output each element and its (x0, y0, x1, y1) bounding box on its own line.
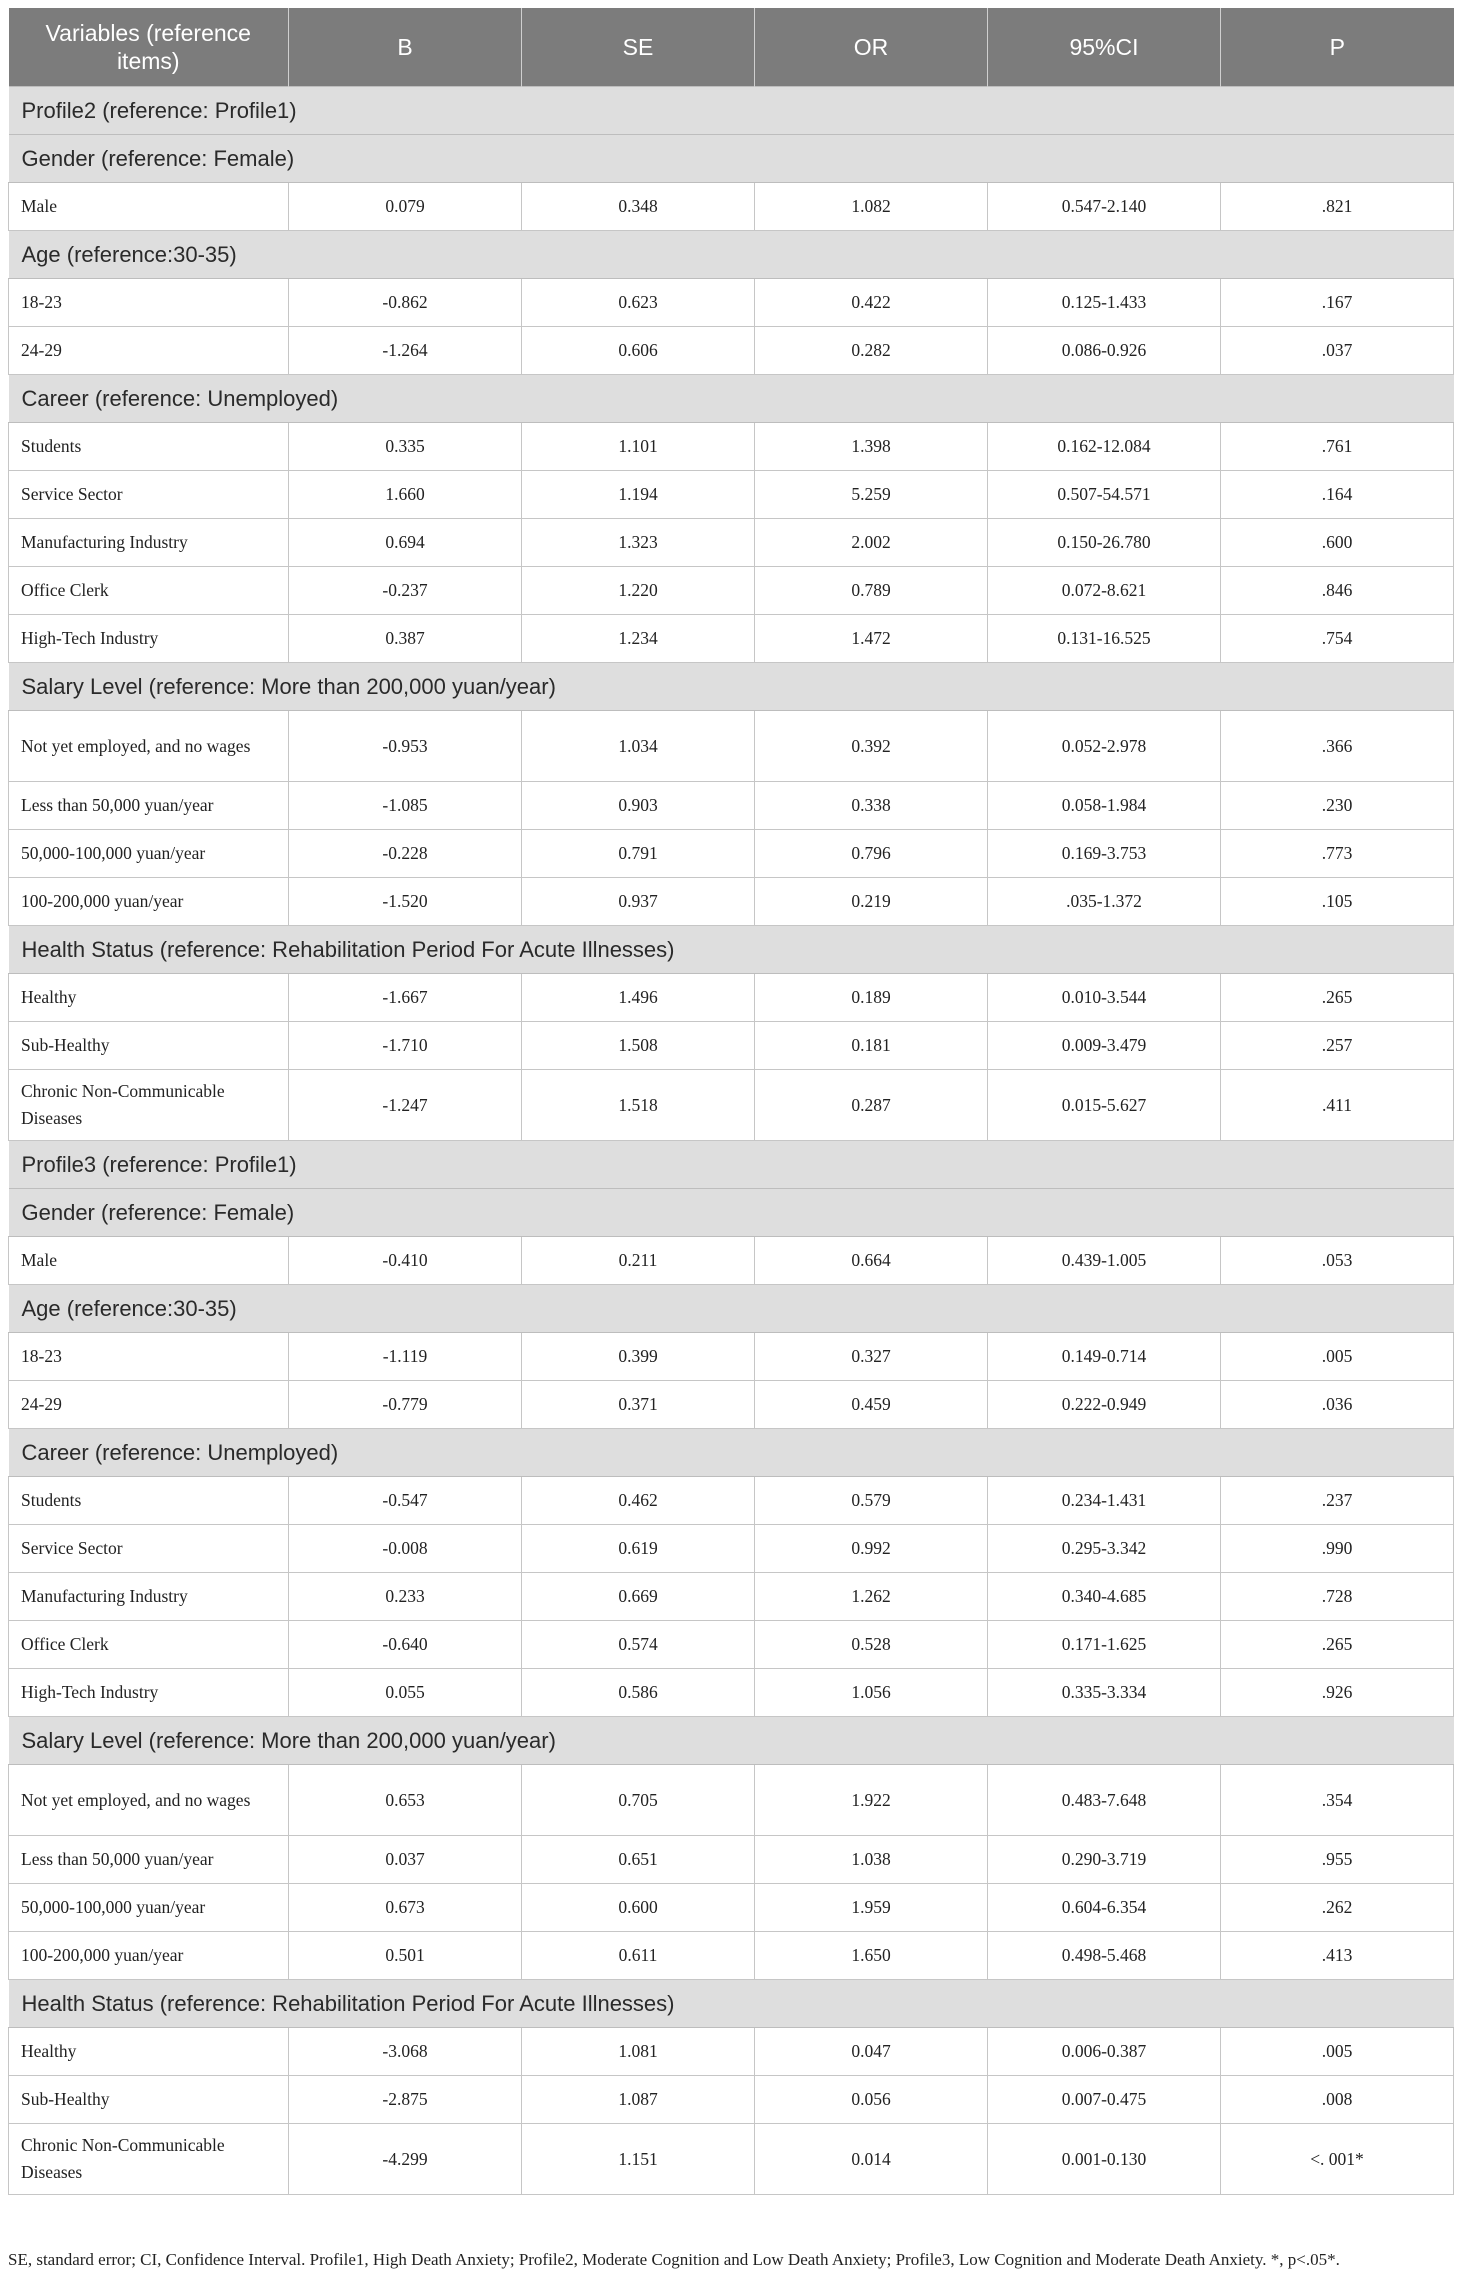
row-label: 100-200,000 yuan/year (9, 1932, 289, 1980)
table-row (9, 2076, 1454, 2124)
table-row (9, 878, 1454, 926)
cell-p: .005 (1221, 2028, 1454, 2076)
cell-b: 0.501 (289, 1932, 522, 1980)
row-label: Male (9, 1237, 289, 1285)
table-row (9, 2124, 1454, 2195)
cell-p: .754 (1221, 615, 1454, 663)
cell-p: .600 (1221, 519, 1454, 567)
cell-se: 0.462 (522, 1477, 755, 1525)
cell-se: 0.371 (522, 1381, 755, 1429)
cell-ci: 0.009-3.479 (988, 1022, 1221, 1070)
cell-or: 0.282 (755, 327, 988, 375)
cell-se: 1.151 (522, 2124, 755, 2195)
cell-ci: 0.169-3.753 (988, 830, 1221, 878)
cell-b: -1.710 (289, 1022, 522, 1070)
cell-p: .257 (1221, 1022, 1454, 1070)
cell-b: -0.008 (289, 1525, 522, 1573)
section-label: Career (reference: Unemployed) (9, 375, 1454, 423)
cell-ci: 0.234-1.431 (988, 1477, 1221, 1525)
cell-b: 0.233 (289, 1573, 522, 1621)
cell-p: <. 001* (1221, 2124, 1454, 2195)
cell-se: 0.606 (522, 327, 755, 375)
table-body (9, 87, 1454, 2195)
cell-b: -1.085 (289, 782, 522, 830)
header-ci: 95%CI (988, 8, 1221, 87)
cell-se: 0.937 (522, 878, 755, 926)
cell-b: -4.299 (289, 2124, 522, 2195)
cell-or: 0.789 (755, 567, 988, 615)
table-row (9, 183, 1454, 231)
cell-b: 0.055 (289, 1669, 522, 1717)
row-label: 18-23 (9, 1333, 289, 1381)
cell-b: -1.119 (289, 1333, 522, 1381)
section-row (9, 87, 1454, 135)
section-label: Health Status (reference: Rehabilitation Period For Acute Illnesses) (9, 1980, 1454, 2028)
section-label: Career (reference: Unemployed) (9, 1429, 1454, 1477)
cell-ci: 0.150-26.780 (988, 519, 1221, 567)
cell-se: 0.399 (522, 1333, 755, 1381)
row-label: High-Tech Industry (9, 1669, 289, 1717)
cell-se: 0.211 (522, 1237, 755, 1285)
row-label: Not yet employed, and no wages (9, 711, 289, 782)
cell-se: 1.234 (522, 615, 755, 663)
cell-se: 1.087 (522, 2076, 755, 2124)
table-row (9, 1525, 1454, 1573)
section-label: Gender (reference: Female) (9, 1189, 1454, 1237)
cell-b: -1.667 (289, 974, 522, 1022)
cell-or: 1.650 (755, 1932, 988, 1980)
cell-ci: 0.015-5.627 (988, 1070, 1221, 1141)
table-row (9, 1573, 1454, 1621)
cell-ci: 0.547-2.140 (988, 183, 1221, 231)
row-label: Manufacturing Industry (9, 1573, 289, 1621)
cell-ci: 0.125-1.433 (988, 279, 1221, 327)
table-row (9, 1621, 1454, 1669)
cell-or: 0.796 (755, 830, 988, 878)
cell-p: .366 (1221, 711, 1454, 782)
cell-ci: 0.507-54.571 (988, 471, 1221, 519)
cell-ci: 0.149-0.714 (988, 1333, 1221, 1381)
cell-ci: 0.290-3.719 (988, 1836, 1221, 1884)
cell-p: .413 (1221, 1932, 1454, 1980)
table-row (9, 327, 1454, 375)
cell-se: 0.705 (522, 1765, 755, 1836)
row-label: Less than 50,000 yuan/year (9, 782, 289, 830)
cell-or: 1.056 (755, 1669, 988, 1717)
cell-b: -1.247 (289, 1070, 522, 1141)
cell-or: 0.327 (755, 1333, 988, 1381)
cell-b: -0.237 (289, 567, 522, 615)
cell-se: 0.791 (522, 830, 755, 878)
cell-or: 2.002 (755, 519, 988, 567)
table-row (9, 519, 1454, 567)
table-row (9, 974, 1454, 1022)
regression-table-container (8, 8, 1453, 2195)
table-row (9, 830, 1454, 878)
row-label: 100-200,000 yuan/year (9, 878, 289, 926)
cell-p: .761 (1221, 423, 1454, 471)
table-row (9, 423, 1454, 471)
cell-or: 5.259 (755, 471, 988, 519)
cell-p: .005 (1221, 1333, 1454, 1381)
row-label: Healthy (9, 974, 289, 1022)
cell-or: 0.338 (755, 782, 988, 830)
section-label: Gender (reference: Female) (9, 135, 1454, 183)
cell-p: .821 (1221, 183, 1454, 231)
cell-ci: 0.222-0.949 (988, 1381, 1221, 1429)
section-label: Profile2 (reference: Profile1) (9, 87, 1454, 135)
section-row (9, 1429, 1454, 1477)
row-label: Less than 50,000 yuan/year (9, 1836, 289, 1884)
section-row (9, 663, 1454, 711)
table-footnote: SE, standard error; CI, Confidence Interval. Profile1, High Death Anxiety; Profile2, Moderate Cognition and Low Death Anxiety; Profile3, Low Cognition and Moderate Death Anxiety. *, p<.05*. (8, 2250, 1340, 2269)
table-row (9, 1932, 1454, 1980)
cell-b: 0.694 (289, 519, 522, 567)
cell-b: 0.653 (289, 1765, 522, 1836)
section-row (9, 375, 1454, 423)
cell-or: 0.579 (755, 1477, 988, 1525)
cell-ci: 0.340-4.685 (988, 1573, 1221, 1621)
row-label: Manufacturing Industry (9, 519, 289, 567)
cell-p: .164 (1221, 471, 1454, 519)
cell-b: -0.547 (289, 1477, 522, 1525)
cell-se: 1.496 (522, 974, 755, 1022)
cell-p: .926 (1221, 1669, 1454, 1717)
cell-ci: 0.439-1.005 (988, 1237, 1221, 1285)
cell-p: .265 (1221, 974, 1454, 1022)
cell-b: -0.228 (289, 830, 522, 878)
table-row (9, 711, 1454, 782)
row-label: Not yet employed, and no wages (9, 1765, 289, 1836)
table-row (9, 1070, 1454, 1141)
cell-se: 1.323 (522, 519, 755, 567)
cell-p: .265 (1221, 1621, 1454, 1669)
cell-or: 0.189 (755, 974, 988, 1022)
section-row (9, 1980, 1454, 2028)
header-row (9, 8, 1454, 87)
cell-b: 1.660 (289, 471, 522, 519)
cell-p: .230 (1221, 782, 1454, 830)
cell-b: -0.779 (289, 1381, 522, 1429)
table-row (9, 1477, 1454, 1525)
cell-or: 1.472 (755, 615, 988, 663)
table-row (9, 1381, 1454, 1429)
section-label: Age (reference:30-35) (9, 231, 1454, 279)
cell-se: 0.600 (522, 1884, 755, 1932)
cell-b: 0.037 (289, 1836, 522, 1884)
cell-ci: 0.131-16.525 (988, 615, 1221, 663)
cell-or: 0.664 (755, 1237, 988, 1285)
section-row (9, 1141, 1454, 1189)
cell-ci: 0.052-2.978 (988, 711, 1221, 782)
table-row (9, 1836, 1454, 1884)
cell-p: .990 (1221, 1525, 1454, 1573)
cell-p: .237 (1221, 1477, 1454, 1525)
cell-p: .728 (1221, 1573, 1454, 1621)
row-label: Office Clerk (9, 1621, 289, 1669)
cell-or: 0.047 (755, 2028, 988, 2076)
header-b: B (289, 8, 522, 87)
cell-se: 0.348 (522, 183, 755, 231)
cell-b: 0.079 (289, 183, 522, 231)
row-label: High-Tech Industry (9, 615, 289, 663)
row-label: Sub-Healthy (9, 2076, 289, 2124)
cell-or: 1.262 (755, 1573, 988, 1621)
cell-p: .037 (1221, 327, 1454, 375)
cell-ci: 0.058-1.984 (988, 782, 1221, 830)
cell-p: .354 (1221, 1765, 1454, 1836)
cell-ci: 0.335-3.334 (988, 1669, 1221, 1717)
section-label: Age (reference:30-35) (9, 1285, 1454, 1333)
table-header (9, 8, 1454, 87)
table-row (9, 615, 1454, 663)
table-row (9, 782, 1454, 830)
section-label: Health Status (reference: Rehabilitation Period For Acute Illnesses) (9, 926, 1454, 974)
cell-or: 0.219 (755, 878, 988, 926)
cell-or: 1.922 (755, 1765, 988, 1836)
cell-ci: .035-1.372 (988, 878, 1221, 926)
row-label: Office Clerk (9, 567, 289, 615)
cell-ci: 0.295-3.342 (988, 1525, 1221, 1573)
cell-b: -2.875 (289, 2076, 522, 2124)
cell-or: 0.992 (755, 1525, 988, 1573)
header-variables: Variables (reference items) (9, 8, 289, 87)
cell-or: 0.392 (755, 711, 988, 782)
table-row (9, 1237, 1454, 1285)
header-or: OR (755, 8, 988, 87)
cell-b: -0.862 (289, 279, 522, 327)
cell-ci: 0.006-0.387 (988, 2028, 1221, 2076)
cell-ci: 0.162-12.084 (988, 423, 1221, 471)
cell-or: 1.959 (755, 1884, 988, 1932)
row-label: Students (9, 1477, 289, 1525)
cell-p: .036 (1221, 1381, 1454, 1429)
section-row (9, 1189, 1454, 1237)
cell-p: .167 (1221, 279, 1454, 327)
table-row (9, 1022, 1454, 1070)
cell-p: .846 (1221, 567, 1454, 615)
cell-b: 0.387 (289, 615, 522, 663)
cell-ci: 0.483-7.648 (988, 1765, 1221, 1836)
cell-se: 0.574 (522, 1621, 755, 1669)
cell-ci: 0.604-6.354 (988, 1884, 1221, 1932)
cell-p: .773 (1221, 830, 1454, 878)
row-label: Chronic Non-Communicable Diseases (9, 2124, 289, 2195)
header-p: P (1221, 8, 1454, 87)
cell-p: .411 (1221, 1070, 1454, 1141)
cell-ci: 0.010-3.544 (988, 974, 1221, 1022)
cell-or: 1.398 (755, 423, 988, 471)
cell-or: 1.082 (755, 183, 988, 231)
cell-se: 1.101 (522, 423, 755, 471)
cell-b: -3.068 (289, 2028, 522, 2076)
row-label: 50,000-100,000 yuan/year (9, 1884, 289, 1932)
table-row (9, 279, 1454, 327)
section-row (9, 1285, 1454, 1333)
cell-or: 0.181 (755, 1022, 988, 1070)
cell-se: 0.586 (522, 1669, 755, 1717)
cell-or: 0.459 (755, 1381, 988, 1429)
cell-p: .955 (1221, 1836, 1454, 1884)
table-row (9, 1765, 1454, 1836)
row-label: Service Sector (9, 1525, 289, 1573)
cell-b: -1.264 (289, 327, 522, 375)
row-label: 24-29 (9, 327, 289, 375)
cell-se: 1.034 (522, 711, 755, 782)
cell-se: 0.669 (522, 1573, 755, 1621)
cell-or: 1.038 (755, 1836, 988, 1884)
section-label: Profile3 (reference: Profile1) (9, 1141, 1454, 1189)
cell-ci: 0.086-0.926 (988, 327, 1221, 375)
cell-or: 0.287 (755, 1070, 988, 1141)
cell-b: -0.410 (289, 1237, 522, 1285)
cell-b: -0.953 (289, 711, 522, 782)
cell-or: 0.056 (755, 2076, 988, 2124)
cell-or: 0.528 (755, 1621, 988, 1669)
row-label: Male (9, 183, 289, 231)
cell-se: 1.220 (522, 567, 755, 615)
cell-se: 1.081 (522, 2028, 755, 2076)
cell-se: 1.508 (522, 1022, 755, 1070)
section-label: Salary Level (reference: More than 200,000 yuan/year) (9, 663, 1454, 711)
table-row (9, 2028, 1454, 2076)
cell-ci: 0.072-8.621 (988, 567, 1221, 615)
cell-ci: 0.498-5.468 (988, 1932, 1221, 1980)
cell-or: 0.014 (755, 2124, 988, 2195)
cell-p: .008 (1221, 2076, 1454, 2124)
cell-b: -1.520 (289, 878, 522, 926)
section-row (9, 926, 1454, 974)
cell-se: 0.903 (522, 782, 755, 830)
cell-ci: 0.171-1.625 (988, 1621, 1221, 1669)
cell-se: 0.651 (522, 1836, 755, 1884)
row-label: Sub-Healthy (9, 1022, 289, 1070)
regression-table (8, 8, 1454, 2195)
cell-p: .053 (1221, 1237, 1454, 1285)
cell-ci: 0.007-0.475 (988, 2076, 1221, 2124)
table-row (9, 1333, 1454, 1381)
section-row (9, 135, 1454, 183)
cell-se: 1.194 (522, 471, 755, 519)
row-label: Students (9, 423, 289, 471)
cell-b: 0.673 (289, 1884, 522, 1932)
header-se: SE (522, 8, 755, 87)
cell-or: 0.422 (755, 279, 988, 327)
cell-ci: 0.001-0.130 (988, 2124, 1221, 2195)
cell-p: .262 (1221, 1884, 1454, 1932)
table-row (9, 1884, 1454, 1932)
section-row (9, 1717, 1454, 1765)
cell-se: 0.623 (522, 279, 755, 327)
cell-se: 1.518 (522, 1070, 755, 1141)
table-row (9, 471, 1454, 519)
row-label: 50,000-100,000 yuan/year (9, 830, 289, 878)
section-label: Salary Level (reference: More than 200,000 yuan/year) (9, 1717, 1454, 1765)
section-row (9, 231, 1454, 279)
row-label: Service Sector (9, 471, 289, 519)
row-label: Chronic Non-Communicable Diseases (9, 1070, 289, 1141)
row-label: 18-23 (9, 279, 289, 327)
cell-se: 0.619 (522, 1525, 755, 1573)
row-label: 24-29 (9, 1381, 289, 1429)
cell-se: 0.611 (522, 1932, 755, 1980)
cell-b: -0.640 (289, 1621, 522, 1669)
cell-b: 0.335 (289, 423, 522, 471)
cell-p: .105 (1221, 878, 1454, 926)
row-label: Healthy (9, 2028, 289, 2076)
table-row (9, 1669, 1454, 1717)
table-row (9, 567, 1454, 615)
